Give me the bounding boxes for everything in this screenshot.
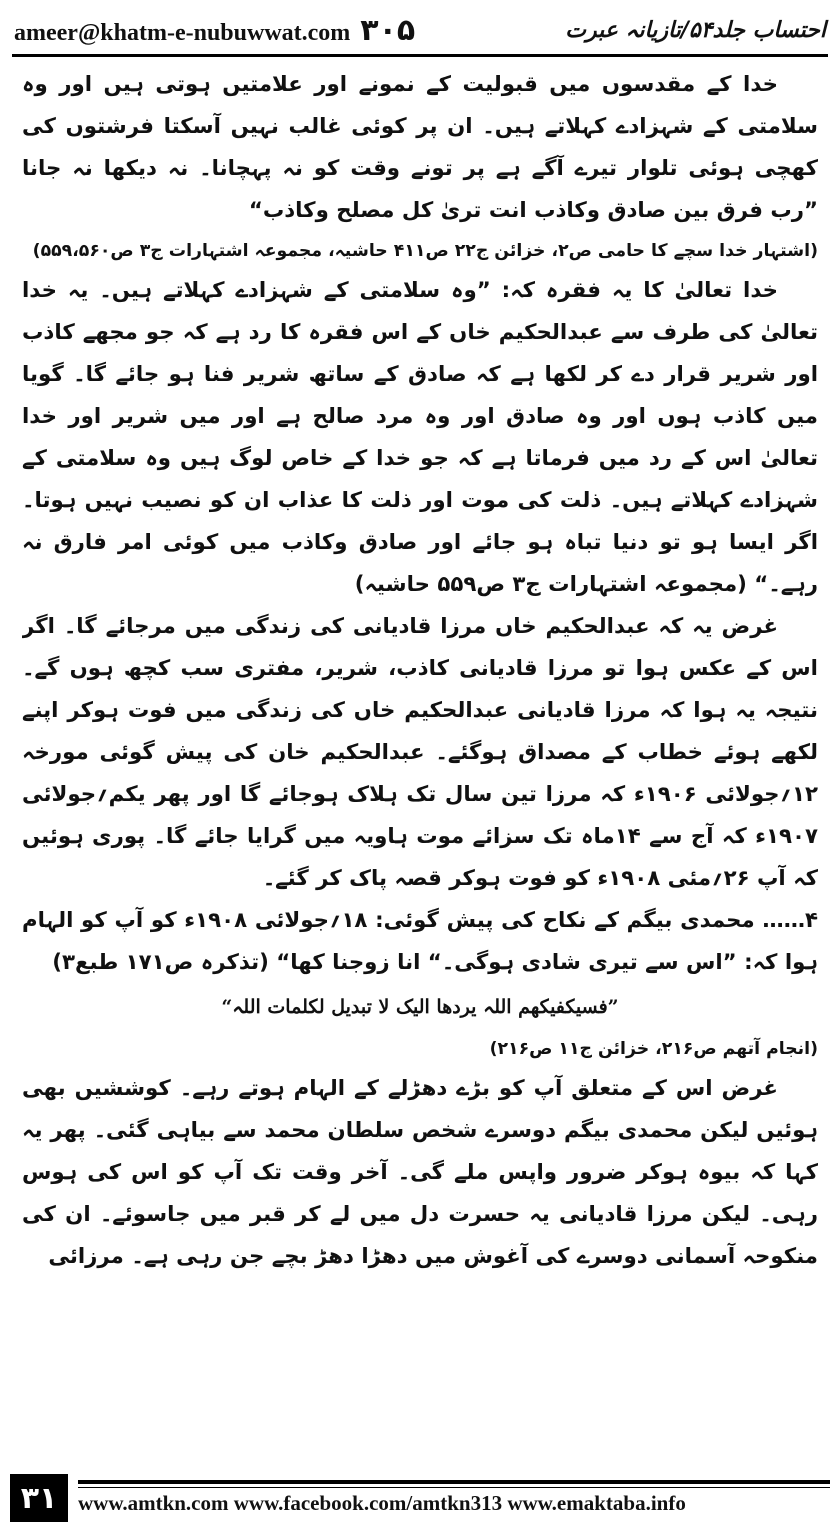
- paragraph-3: غرض یہ کہ عبدالحکیم خاں مرزا قادیانی کی زندگی میں مرجائے گا۔ اگر اس کے عکس ہوا تو مرزا قادیانی کاذب، شریر، مفتری سب کچھ ہوں گے۔ نتیجہ یہ ہوا کہ مرزا قادیانی عبدالحکیم خاں کی زندگی میں فوت ہوکر اپنے لکھے ہوئے خطاب کے مصداق ہوگئے۔ عبدالحکیم خان کی پیش گوئی مورخہ ۱۲؍جولائی ۱۹۰۶ء کہ مرزا تین سال تک ہلاک ہوجائے گا اور پھر یکم؍جولائی ۱۹۰۷ء کہ آج سے ۱۴ماہ تک سزائے موت ہاویہ میں گرایا جائے گا۔ پوری ہوئیں کہ آپ ۲۶؍مئی ۱۹۰۸ء کو فوت ہوکر قصہ پاک کر گئے۔: [22, 614, 818, 891]
- footer-band: [68, 1474, 830, 1522]
- header-email: ameer@khatm-e-nubuwwat.com: [14, 19, 351, 46]
- footer-rule: [78, 1480, 830, 1488]
- paragraph-4: ۴…… محمدی بیگم کے نکاح کی پیش گوئی: ۱۸؍جولائی ۱۹۰۸ء کو آپ کو الہام ہوا کہ: ”اس سے تیری شادی ہوگی۔“ انا زوجنا کھا“ (تذکرہ ص۱۷۱ طبع۳): [22, 908, 818, 975]
- page-body: [22, 64, 818, 1459]
- page-footer: [10, 1474, 830, 1522]
- citation-2: (انجام آتھم ص۲۱۶، خزائن ج۱۱ ص۲۱۶): [489, 1039, 818, 1059]
- header-left: [14, 13, 415, 48]
- header-page-number: ۳۰۵: [360, 12, 416, 48]
- footer-page-number: ۳۱: [10, 1474, 68, 1522]
- citation-1: (اشتہار خدا سچے کا حامی ص۲، خزائن ج۲۲ ص۴۱۱ حاشیہ، مجموعہ اشتہارات ج۳ ص۵۵۹،۵۶۰): [32, 241, 818, 261]
- header-rule: [12, 54, 828, 57]
- footer-links: www.amtkn.com www.facebook.com/amtkn313 www.emaktaba.info: [78, 1491, 686, 1515]
- paragraph-2: خدا تعالیٰ کا یہ فقرہ کہ: ”وہ سلامتی کے شہزادے کہلاتے ہیں۔ یہ خدا تعالیٰ کی طرف سے عبدالحکیم خاں کے اس فقرہ کا رد ہے کہ جو مجھے کاذب اور شریر قرار دے کر لکھا ہے کہ صادق کے ساتھ شریر فنا ہو جائے گا۔ گویا میں کاذب ہوں اور وہ صادق اور وہ مرد صالح ہے اور میں شریر اور خدا تعالیٰ اس کے رد میں فرماتا ہے کہ جو خدا کے خاص لوگ ہیں وہ سلامتی کے شہزادے کہلاتے ہیں۔ ذلت کی موت اور ذلت کا عذاب ان کو نصیب نہیں ہوتا۔ اگر ایسا ہو تو دنیا تباہ ہو جائے اور صادق وکاذب میں کوئی امر فارق نہ رہے۔“ (مجموعہ اشتہارات ج۳ ص۵۵۹ حاشیہ): [22, 278, 818, 597]
- arabic-quote: ”فسیکفیکھم اللہ یردھا الیک لا تبدیل لکلمات اللہ“: [221, 996, 619, 1018]
- page-header: [14, 8, 826, 52]
- paragraph-5: غرض اس کے متعلق آپ کو بڑے دھڑلے کے الہام ہوتے رہے۔ کوششیں بھی ہوئیں لیکن محمدی بیگم دوسرے شخص سلطان محمد سے بیاہی گئی۔ پھر یہ کہا کہ بیوہ ہوکر ضرور واپس ملے گی۔ آخر وقت تک آپ کو اس کی ہوس رہی۔ لیکن مرزا قادیانی یہ حسرت دل میں لے کر قبر میں جاسوئے۔ ان کی منکوحہ آسمانی دوسرے کی آغوش میں دھڑا دھڑ بچے جن رہی ہے۔ مرزائی: [22, 1076, 818, 1269]
- running-title: احتساب جلد۵۴/تازیانہ عبرت: [565, 17, 826, 43]
- paragraph-1: خدا کے مقدسوں میں قبولیت کے نمونے اور علامتیں ہوتی ہیں اور وہ سلامتی کے شہزادے کہلاتے ہیں۔ ان پر کوئی غالب نہیں آسکتا فرشتوں کی کھچی ہوئی تلوار تیرے آگے ہے پر تونے وقت کو نہ پہچانا۔ نہ دیکھا نہ جانا ”رب فرق بین صادق وکاذب انت تریٰ کل مصلح وکاذب“: [22, 72, 818, 223]
